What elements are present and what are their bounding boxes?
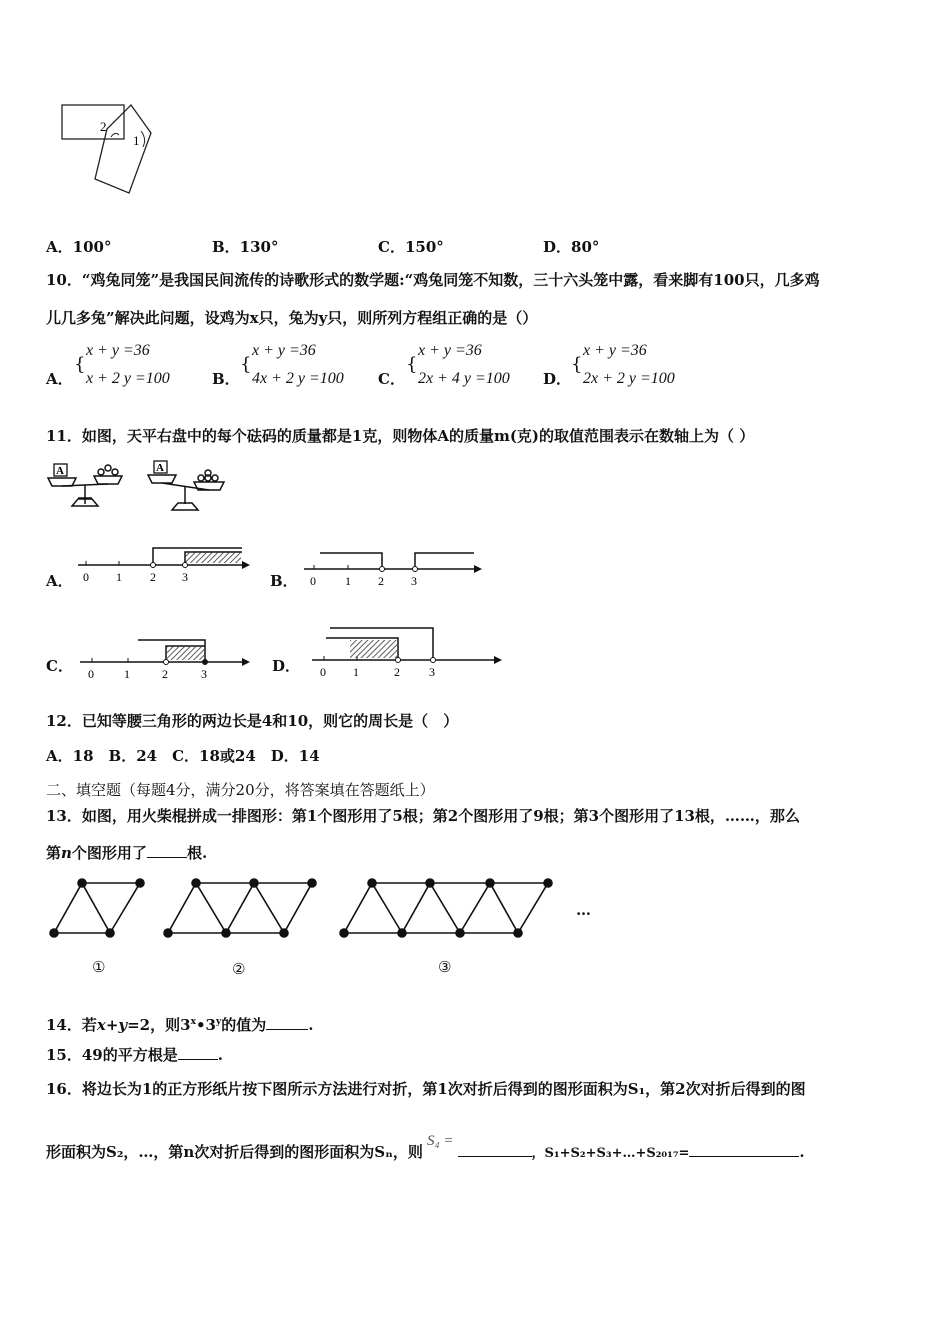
q11-c-tick-3: 3: [201, 667, 207, 681]
q11-object-a-label-2: A: [156, 462, 164, 474]
q16-line1: 16．将边长为1的正方形纸片按下图所示方法进行对折，第1次对折后得到的图形面积为S₁，第2次对折后得到的图: [46, 1080, 806, 1098]
q14-sup-x: x: [190, 1017, 196, 1027]
q13-figure-1: [50, 879, 144, 937]
q10-option-b-eq2: 4x + 2 y =100: [252, 370, 344, 387]
q15-question: [46, 1045, 223, 1065]
q14-end: .: [308, 1016, 314, 1034]
q14-suffix: 的值为: [221, 1016, 267, 1034]
q13-line2-mid: 个图形用了: [71, 844, 147, 862]
q15-answer-blank[interactable]: [178, 1059, 218, 1060]
q14-prefix: 14．若: [46, 1016, 97, 1034]
q16-line2-prefix: 形面积为S₂，…，第n次对折后得到的图形面积为Sₙ，则: [46, 1143, 423, 1161]
q14-expr: x+y: [96, 1016, 128, 1034]
q13-label-2: ②: [232, 960, 246, 978]
q10-line2: 儿几多兔”解决此问题，设鸡为x只，兔为y只，则所列方程组正确的是（）: [46, 309, 538, 327]
q11-balance-2: [148, 461, 224, 510]
q10-option-c-eq2: 2x + 4 y =100: [418, 370, 510, 387]
q14-mid: =2，则3: [127, 1016, 191, 1034]
q11-a-tick-0: 0: [83, 570, 89, 584]
section-2-title: 二、填空题（每题4分，满分20分，将答案填在答题纸上）: [46, 781, 435, 799]
q10-option-d-eq1: x + y =36: [583, 342, 647, 359]
q11-a-tick-2: 2: [150, 570, 156, 584]
q11-c-tick-1: 1: [124, 667, 130, 681]
q9-option-b: B．130°: [212, 238, 279, 256]
q11-b-tick-0: 0: [310, 574, 316, 588]
q9-angle-2-label: 2: [100, 119, 107, 134]
q13-figure-2: [164, 879, 316, 937]
q16-s4-blank[interactable]: [458, 1156, 532, 1157]
q11-option-d-letter: D．: [272, 657, 301, 675]
q11-option-b-number-line: [298, 543, 488, 589]
q13-line1: 13．如图，用火柴棍拼成一排图形：第1个图形用了5根；第2个图形用了9根；第3个图形用了13根，……，那么: [46, 807, 800, 825]
q11-question: 11．如图，天平右盘中的每个砝码的质量都是1克，则物体A的质量m(克)的取值范围表示在数轴上为（ ）: [46, 427, 755, 445]
q16-line2-mid: ，S₁+S₂+S₃+…+S₂₀₁₇=: [531, 1146, 690, 1161]
q9-angle-1-label: 1: [133, 133, 140, 148]
q16-line2: [46, 1133, 805, 1164]
q10-option-a-brace: {: [74, 354, 86, 375]
q11-a-tick-3: 3: [182, 570, 188, 584]
q11-balance-1: [48, 464, 122, 506]
q10-option-c-letter: C．: [378, 370, 405, 388]
q13-label-3: ③: [438, 958, 452, 976]
q11-d-tick-0: 0: [320, 665, 326, 679]
q10-line1: 10．“鸡兔同笼”是我国民间流传的诗歌形式的数学题:“鸡兔同笼不知数，三十六头笼中露，看来脚有100只，几多鸡: [46, 271, 820, 289]
q11-object-a-label-1: A: [56, 465, 64, 477]
q11-option-a-letter: A．: [46, 572, 73, 590]
q10-option-a-letter: A．: [46, 370, 73, 388]
q10-option-d-brace: {: [571, 354, 583, 375]
q10-option-d-letter: D．: [543, 370, 572, 388]
q13-matchstick-figures: [40, 870, 560, 942]
q13-ellipsis: …: [576, 901, 591, 919]
q14-answer-blank[interactable]: [266, 1029, 308, 1030]
q11-c-tick-0: 0: [88, 667, 94, 681]
q11-option-a-number-line: [74, 543, 254, 589]
q11-b-tick-3: 3: [411, 574, 417, 588]
q10-options: [46, 340, 746, 392]
q10-option-b-brace: {: [240, 354, 252, 375]
q12-question: 12．已知等腰三角形的两边长是4和10，则它的周长是（ ）: [46, 712, 459, 730]
q10-option-d-eq2: 2x + 2 y =100: [583, 370, 675, 387]
q14-dot: •3: [195, 1016, 216, 1034]
q13-label-1: ①: [92, 958, 106, 976]
q11-d-tick-2: 2: [394, 665, 400, 679]
q11-d-tick-1: 1: [353, 665, 359, 679]
q11-b-tick-1: 1: [345, 574, 351, 588]
q11-balance-figures: [44, 456, 244, 512]
q16-end: .: [799, 1143, 805, 1161]
q9-figure: [55, 95, 165, 200]
q10-option-a-eq2: x + 2 y =100: [86, 370, 170, 387]
q10-option-c-eq1: x + y =36: [418, 342, 482, 359]
q10-option-b-letter: B．: [212, 370, 240, 388]
q11-c-tick-2: 2: [162, 667, 168, 681]
q16-s4: S₄ =: [426, 1133, 454, 1149]
q11-b-tick-2: 2: [378, 574, 384, 588]
q10-option-b-eq1: x + y =36: [252, 342, 316, 359]
q15-end: .: [217, 1046, 223, 1064]
q12-options: A．18 B．24 C．18或24 D．14: [46, 747, 320, 765]
q11-option-d-number-line: [306, 622, 506, 682]
q9-option-a: A．100°: [46, 238, 112, 256]
q9-option-c: C．150°: [378, 238, 444, 256]
q13-figure-3: [340, 879, 552, 937]
q13-line2: [46, 843, 207, 863]
q13-line2-prefix: 第: [46, 844, 62, 862]
q14-sup-y: y: [215, 1017, 222, 1027]
q11-option-b-letter: B．: [270, 572, 298, 590]
q9-option-d: D．80°: [543, 238, 600, 256]
q11-a-tick-1: 1: [116, 570, 122, 584]
q10-option-c-brace: {: [406, 354, 418, 375]
q16-sum-blank[interactable]: [689, 1156, 799, 1157]
q11-option-c-letter: C．: [46, 657, 73, 675]
q15-text: 15．49的平方根是: [46, 1046, 178, 1064]
q11-option-c-number-line: [74, 632, 254, 682]
q11-d-tick-3: 3: [429, 665, 435, 679]
q13-var-n: n: [61, 844, 72, 862]
q10-option-a-eq1: x + y =36: [86, 342, 150, 359]
q13-line2-suffix: 根.: [186, 844, 208, 862]
q14-question: [46, 1012, 313, 1035]
q13-answer-blank[interactable]: [147, 857, 187, 858]
